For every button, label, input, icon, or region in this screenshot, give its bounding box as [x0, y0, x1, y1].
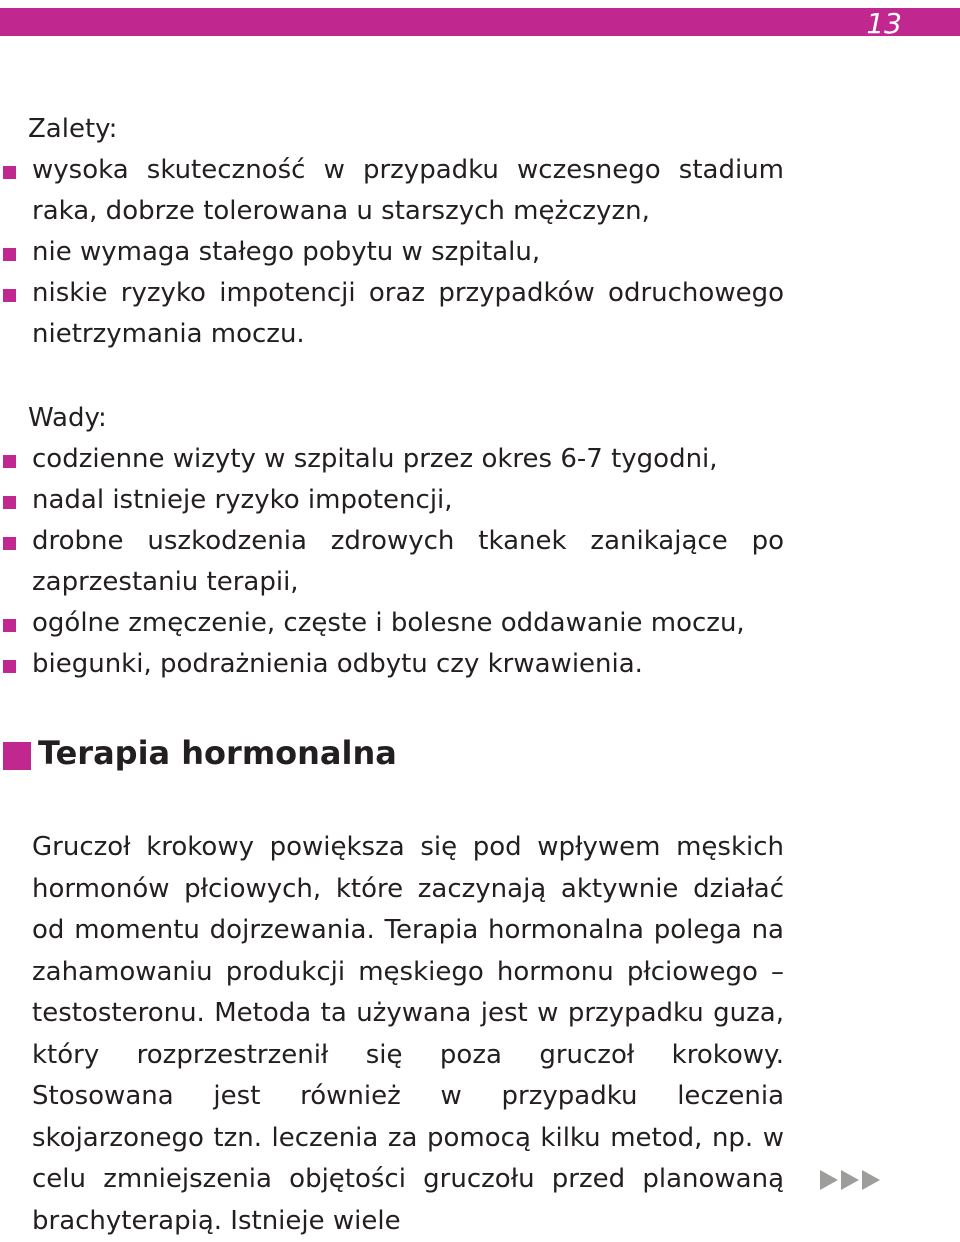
page-number: 13: [866, 7, 902, 40]
arrow-right-icon: [841, 1170, 859, 1190]
disadvantages-title: Wady:: [28, 403, 107, 433]
list-item: nie wymaga stałego pobytu w szpitalu,: [0, 232, 784, 273]
advantages-list: [0, 150, 960, 355]
page-content: [0, 108, 960, 1242]
list-item: codzienne wizyty w szpitalu przez okres 6-7 tygodni,: [0, 439, 784, 480]
square-bullet-icon: [3, 742, 31, 770]
page-header-bar: [0, 7, 960, 40]
section-paragraph: Gruczoł krokowy powiększa się pod wpływem męskich hormonów płciowych, które zaczynają aktywnie działać od momentu dojrzewania. Terapia hormonalna polega na zahamowaniu produkcji męskiego hormonu płciowego – testosteronu. Metoda ta używana jest w przypadku guza, który rozprzestrzenił się poza gruczoł krokowy. Stosowana jest również w przypadku leczenia skojarzonego tzn. leczenia za pomocą kilku metod, np. w celu zmniejszenia objętości gruczołu przed planowaną brachyterapią. Istnieje wiele: [32, 832, 784, 1236]
list-item: ogólne zmęczenie, częste i bolesne oddawanie moczu,: [0, 603, 784, 644]
disadvantages-list: [0, 439, 960, 685]
arrow-right-icon: [820, 1170, 838, 1190]
section-title: Terapia hormonalna: [38, 734, 397, 772]
list-item: drobne uszkodzenia zdrowych tkanek zanikające po zaprzestaniu terapii,: [0, 521, 784, 603]
list-item: wysoka skuteczność w przypadku wczesnego stadium raka, dobrze tolerowana u starszych mężczyzn,: [0, 150, 784, 232]
list-item: biegunki, podrażnienia odbytu czy krwawienia.: [0, 644, 784, 685]
arrow-right-icon: [862, 1170, 880, 1190]
list-item: niskie ryzyko impotencji oraz przypadków odruchowego nietrzymania moczu.: [0, 273, 784, 355]
next-page-arrows-icon: [820, 1170, 880, 1190]
advantages-title: Zalety:: [28, 114, 118, 144]
list-item: nadal istnieje ryzyko impotencji,: [0, 480, 784, 521]
section-heading: [0, 729, 960, 777]
spacer: [0, 355, 960, 397]
